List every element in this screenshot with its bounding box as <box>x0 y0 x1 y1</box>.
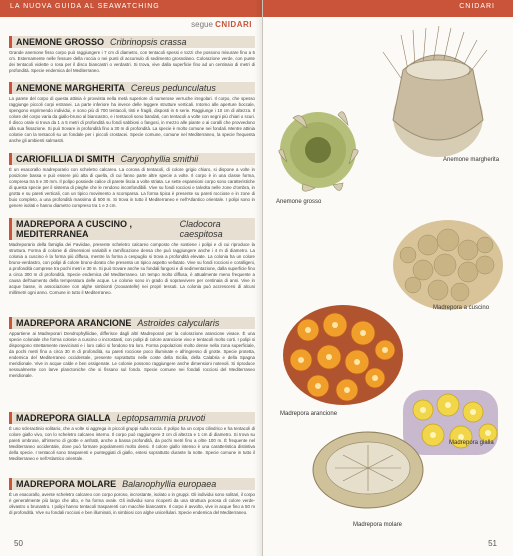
entry-title: MADREPORA A CUSCINO , MEDITERRANEA <box>16 219 133 239</box>
caption-madrepora-molare: Madrepora molare <box>353 522 403 528</box>
right-page <box>263 0 513 556</box>
entry-latin-name: Cereus pedunculatus <box>130 83 216 93</box>
entry-title-bar <box>9 412 255 424</box>
anemone-grosso-illustration <box>279 112 358 192</box>
entry-title-bar <box>9 36 255 48</box>
entry-latin-name: Astroides calycularis <box>137 318 220 328</box>
entry-body: Appartiene ai Madreporari Dendrophylliidae, differisce dagli altri Madreporari per la colorazione arancione vivace. È una specie coloniale che forma colonie a cuscino o incrostanti, con polipi di colore arancione vivo e tentacoli molto corti. I polipi si dispongono strettamente ravvicinati e i loro calici si fondono tra loro. Forma popolazioni molto dense nella zona superficiale, da pochi metri fino a circa 30 m di profondità, su pareti rocciose poco illuminate e all'ingresso di grotte. Specie protetta, endemica del Mediterraneo occidentale, presente soprattutto nelle coste della Sicilia, della Calabria e della Spagna meridionale. Vive in acque calde e ben ossigenate. Le colonie possono raggiungere anche dimensioni notevoli. Si riproduce sessualmente con larve planctoniche che si fissano sul fondo. Specie comune nei fondali rocciosi del Mediterraneo meridionale. <box>9 331 255 378</box>
section-label <box>191 20 252 29</box>
entry-madrepora-arancione <box>9 317 255 379</box>
entry-madrepora-gialla <box>9 412 255 462</box>
illustrations-panel <box>263 0 513 540</box>
section-title: CNIDARI <box>215 20 252 29</box>
page-number-left: 50 <box>14 539 23 548</box>
entry-title: MADREPORA GIALLA <box>16 413 111 423</box>
entry-latin-name: Caryophyllia smithii <box>120 154 199 164</box>
page-number-right: 51 <box>488 539 497 548</box>
entry-anemone-margherita <box>9 82 255 144</box>
entry-body: Grande anemone fisso corpo può raggiungere i 7 cm di diametro, con tentacoli spessi e tozzi che possono misurare fino a 5 cm. Esternamente nelle fessure della roccia o nei punti di accumulo di sedimento grossolano. Colorazione verde, con punte dei tentacoli violette o rosa per il disco biancastri o verdastri. Si trova, vive dalla superficie fino ad un centinaio di metri di profondità. Specie endemica del Mediterraneo. <box>9 50 255 73</box>
entry-latin-name: Leptopsammia pruvoti <box>116 413 206 423</box>
caption-madrepora-arancione: Madrepora arancione <box>280 411 338 417</box>
entry-title: CARIOFILLIA DI SMITH <box>16 154 115 164</box>
entry-body: È un esacorallo, avente scheletro calcareo con corpo poroso, incrostante, isolato o in gruppi. Gli individui sono solitari, il corpo è generalmente più largo che alto, e ha forma ovale. Gli individui sono ricoperti da una struttura porosa di colore verde-olivastro o brunastro. I polipi hanno tentacoli trasparenti con macchie biancastre. Il corpo è avvolto, vive in acque fino a 50 m di profondità. Vive su fondali rocciosi e ben illuminati, in simbiosi con alghe unicellulari. Specie endemica del Mediterraneo. <box>9 492 255 515</box>
caption-madrepora-cuscino: Madrepora a cuscino <box>433 305 490 311</box>
entry-body: La parete del corpo di questa attinia è provvista nella metà superiore di numerose verruche irregolari. Il corpo, che spesso raggiunge piccoli corpi estranei. La parte inferiore ha invece delle leggere strutture verticali. Intorno alle aperture boccale, spengono esprimendo individui, e sono più di 700 tentacoli, tinti e fragili, disposti in 6 serie. Raggiunge i 10 cm di altezza. Il colore del corpo varia da giallo-bruno al biancastro, e i tentacoli sono bandati, con tentacoli a volte con segni più chiari o scuri. Il disco orale si trova da 1 a 5 metri di profondità su fondi sabbiosi o fangosi, in mezzo alle piante o ai coralli che provvedono alla sua fissazione. Si può trovare in profondità fino a 30 m di profondità. La specie è molto comune nei fondali. Mentre attinia colonie con la tentacoli su un fondale per i piccoli crostacei. Specie comune, comune nel Mediterraneo, la specie frequenta anche gli ambienti salmastri. <box>9 96 255 143</box>
entry-title-bar <box>9 82 255 94</box>
entry-body: È uno scleractinio solitario, che a volte si aggrega in piccoli gruppi sulla roccia. Il polipo ha un corpo cilindrico e ha tentacoli di colore giallo vivo, con lo scheletro calcareo interno. Il corpo può raggiungere 3 cm di altezza e 1 cm di diametro. Si trova su pareti ombrose, all'interno di grotte e anfratti, anche a bassa profondità, da pochi metri fino a oltre 100 m. È frequente nel Mediterraneo occidentale, dove può formare popolamenti molto densi. Il colore giallo intenso è una caratteristica distintiva della specie. I tentacoli sono trasparenti e punteggiati di giallo, estesi soprattutto durante la notte. Specie comune in tutto il Mediterraneo e nell'Atlantico orientale. <box>9 426 255 461</box>
entry-title-bar <box>9 153 255 165</box>
entry-title: MADREPORA ARANCIONE <box>16 318 132 328</box>
entry-latin-name: Balanophyllia europaea <box>122 479 217 489</box>
entry-latin-name: Cribrinopsis crassa <box>110 37 187 47</box>
entry-body: Madreporario della famiglia dei Faviidae, presente scheletro calcareo composto che sostiene i polipi e di cui riproduce la struttura. Forma di colonie di dimensioni variabili e ramificazione densa che può raggiungere anche i 4 m di diametro. La colonia a cuscino è la forma più diffusa, mentre la forma a cespuglio si trova a profondità elevate. La colonia ha un colore bruno-verdastro, con polipi di colore bruno-dorato che presenta un tipico aspetto vellutato. Vive su fondi rocciosi e coralligeni, a profondità comprese tra pochi metri e 30 m. Si può trovare anche su fondali fangosi e di sedimentazione, dalla superficie fino a circa 300 m di profondità. Specie endemica del Mediterraneo. Un tempo molto diffusa, è attualmente meno frequente a causa dell'aumento della temperatura delle acque. Le colonie sono in grado di sopravvivere per centinaia di anni. Vive in acque basse, in associazione con alghe simbionti (zooxantelle) nei propri tessuti. La colonia può accrescersi di alcuni millimetri ogni anno. Comune in tutto il Mediterraneo. <box>9 242 256 295</box>
entry-latin-name: Cladocora caespitosa <box>179 219 223 239</box>
entry-body: È un esacorallo madreporario con scheletro calcareo. La corona di tentacoli, di colore grigio chiaro, si dispone a volte in posizione bassa e può essere più alta di quella, di cui fanno parte altre specie a volte. Il corpo è in una classe forma, compresa tra 5 e 30 mm. Il polipo possiede calice di parete liscia a volte striata. Le sette espansioni corpo sono caratteristiche di questa specie per il sistema di pieghe che le rendono inconfondibili. Vive su fondi rocciosi e talvolta nelle zone d'ombra, in grotta e su pareti verticali, con un tipico movimento a scomparsa. La forma tipica è presente su pareti rocciose e in zone di buio completo, a una profondità massima di 500 m. Si trova in tutto il Mediterraneo e nell'Atlantico orientale. I polipi sono in genere isolati e hanno diametro compreso tra 1 e 2 cm. <box>9 167 255 208</box>
madrepora-molare-illustration <box>313 432 423 508</box>
madrepora-cuscino-illustration <box>393 220 503 310</box>
entry-title-bar <box>9 218 255 240</box>
entry-title: ANEMONE GROSSO <box>16 37 105 47</box>
section-prefix: segue <box>191 20 213 29</box>
entry-madrepora-cuscino <box>9 218 255 296</box>
caption-madrepora-gialla: Madrepora gialla <box>449 440 494 446</box>
left-running-header: LA NUOVA GUIDA AL SEAWATCHING <box>10 3 160 10</box>
right-running-header: CNIDARI <box>459 3 495 10</box>
entry-madrepora-molare <box>9 478 255 516</box>
caption-anemone-margherita: Anemone margherita <box>443 157 500 163</box>
anemone-margherita-illustration <box>383 26 487 157</box>
entry-title: MADREPORA MOLARE <box>16 479 117 489</box>
entry-title-bar <box>9 317 255 329</box>
entry-anemone-grosso <box>9 36 255 74</box>
entry-cariofillia <box>9 153 255 209</box>
entry-title: ANEMONE MARGHERITA <box>16 83 125 93</box>
entry-title-bar <box>9 478 255 490</box>
madrepora-arancione-illustration <box>283 305 403 405</box>
caption-anemone-grosso: Anemone grosso <box>276 199 322 205</box>
